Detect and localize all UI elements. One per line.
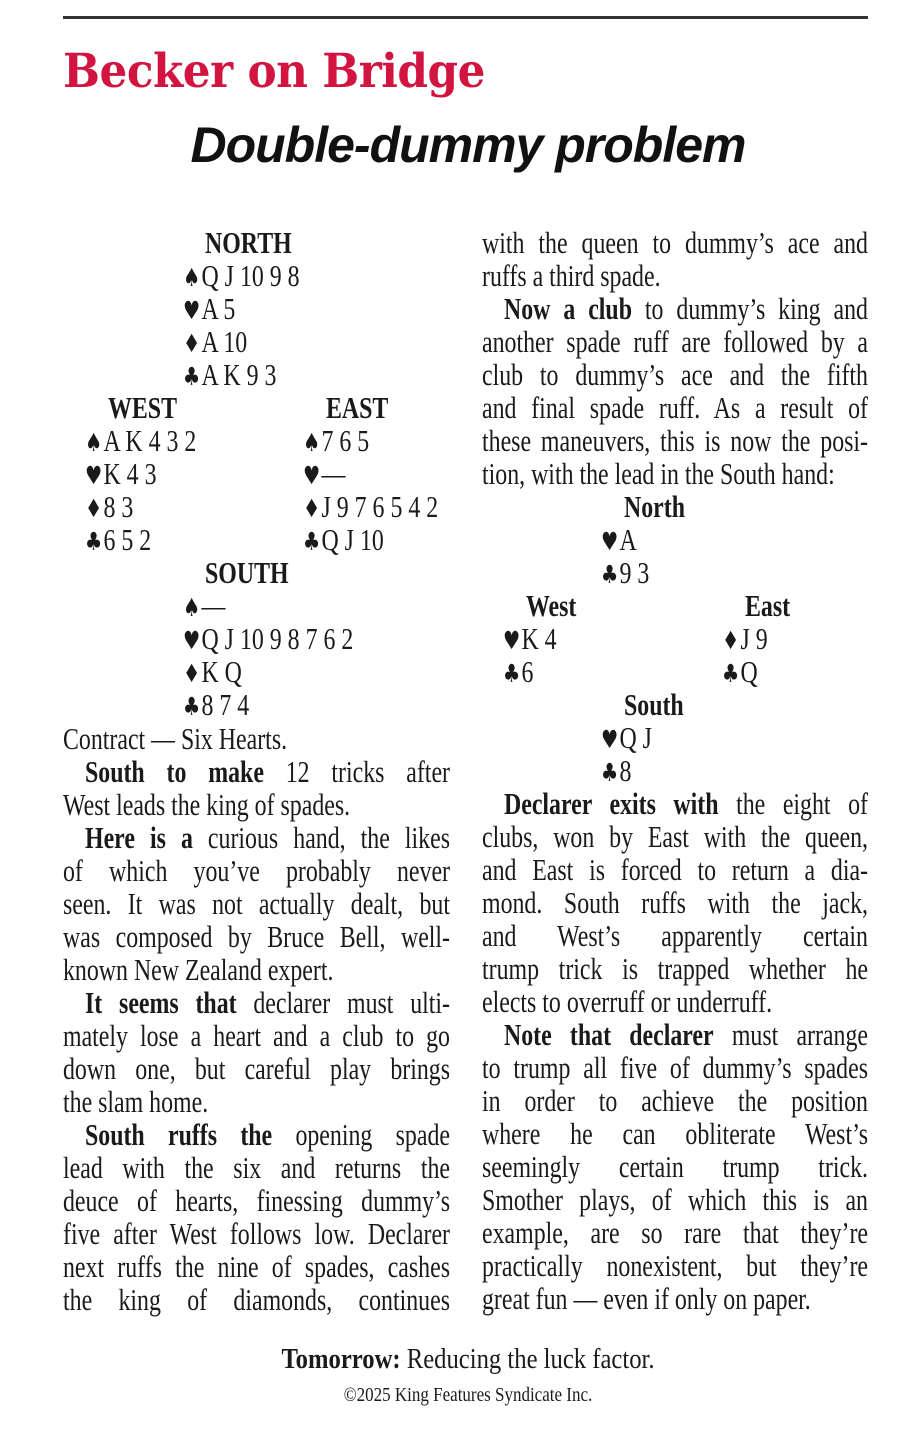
line-text: was composed by Bruce Bell, well- xyxy=(63,919,450,954)
south-hearts-cards: Q J 10 9 8 7 6 2 xyxy=(201,621,354,656)
body-line xyxy=(63,887,450,920)
body-line xyxy=(482,1051,868,1084)
south-hearts xyxy=(601,721,652,754)
line-text: must arrange xyxy=(713,1017,869,1052)
line-text: of which you’ve probably never xyxy=(63,853,450,888)
west-clubs-cards: 6 xyxy=(521,654,534,689)
line-text: great fun — even if only on paper. xyxy=(482,1281,811,1316)
spade-icon: ♠ xyxy=(183,263,201,292)
body-line xyxy=(63,1085,450,1118)
south-spades xyxy=(183,589,225,622)
north-diamonds-cards: A 10 xyxy=(201,324,248,359)
east-spades-cards: 7 6 5 xyxy=(321,423,370,458)
north-clubs xyxy=(601,556,649,589)
line-text: tion, with the lead in the South hand: xyxy=(482,456,835,491)
body-line xyxy=(504,1018,868,1051)
body-line xyxy=(482,424,868,457)
club-icon: ♣ xyxy=(85,527,103,556)
west-clubs-cards: 6 5 2 xyxy=(103,522,152,557)
west-hearts-cards: K 4 3 xyxy=(103,456,157,491)
south-diamonds xyxy=(183,655,242,688)
diamond-icon: ♦ xyxy=(183,659,201,688)
west-label: West xyxy=(526,588,577,623)
tomorrow-teaser xyxy=(70,1343,866,1376)
body-line xyxy=(63,1151,450,1184)
east-diamonds xyxy=(722,622,768,655)
north-diamonds xyxy=(183,325,247,358)
spade-icon: ♠ xyxy=(183,593,201,622)
diamond-icon: ♦ xyxy=(722,626,740,655)
line-text: to trump all five of dummy’s spades xyxy=(482,1050,868,1085)
body-line xyxy=(504,787,868,820)
club-icon: ♣ xyxy=(183,362,201,391)
line-text: seemingly certain trump trick. xyxy=(482,1149,868,1184)
west-hearts-cards: K 4 xyxy=(521,621,557,656)
line-text: with the queen to dummy’s ace and xyxy=(482,225,868,260)
line-text: deuce of hearts, finessing dummy’s xyxy=(63,1183,450,1218)
body-line xyxy=(482,1282,868,1315)
north-hearts-cards: A xyxy=(619,522,637,557)
east-label: East xyxy=(745,588,791,623)
diamond-icon: ♦ xyxy=(85,494,103,523)
top-rule xyxy=(63,16,868,19)
body-line xyxy=(85,755,450,788)
east-label: EAST xyxy=(326,390,389,425)
body-line xyxy=(63,1184,450,1217)
body-line xyxy=(482,1117,868,1150)
line-text: in order to achieve the position xyxy=(482,1083,868,1118)
north-spades-cards: Q J 10 9 8 xyxy=(201,258,300,293)
north-spades xyxy=(183,259,300,292)
club-icon: ♣ xyxy=(303,527,321,556)
line-text: opening spade xyxy=(272,1117,450,1152)
body-line xyxy=(482,1150,868,1183)
west-spades xyxy=(85,424,196,457)
body-line xyxy=(85,986,450,1019)
west-hearts xyxy=(503,622,557,655)
club-icon: ♣ xyxy=(601,758,619,787)
body-line xyxy=(63,788,450,821)
east-diamonds xyxy=(303,490,438,523)
heart-icon: ♥ xyxy=(183,626,201,655)
body-line xyxy=(482,886,868,919)
tomorrow-text: Reducing the luck factor. xyxy=(400,1343,655,1375)
body-line xyxy=(482,1216,868,1249)
body-line xyxy=(63,953,450,986)
heart-icon: ♥ xyxy=(183,296,201,325)
line-text: and final spade ruff. As a result of xyxy=(482,390,868,425)
column-masthead: Becker on Bridge xyxy=(63,44,485,99)
south-label: SOUTH xyxy=(205,555,289,590)
line-text: to dummy’s king and xyxy=(631,291,868,326)
south-diamonds-cards: K Q xyxy=(201,654,242,689)
line-text: the king of diamonds, continues xyxy=(63,1282,450,1317)
west-diamonds-cards: 8 3 xyxy=(103,489,134,524)
paragraph-lead: Here is a xyxy=(85,820,193,855)
spade-icon: ♠ xyxy=(303,428,321,457)
south-clubs-cards: 8 xyxy=(619,753,632,788)
south-clubs xyxy=(601,754,631,787)
line-text: and East is forced to return a dia- xyxy=(482,852,868,887)
body-line xyxy=(482,391,868,424)
line-text: mately lose a heart and a club to go xyxy=(63,1018,450,1053)
west-hearts xyxy=(85,457,157,490)
diamond-icon: ♦ xyxy=(303,494,321,523)
south-clubs xyxy=(183,688,249,721)
body-line xyxy=(482,952,868,985)
body-line xyxy=(482,1183,868,1216)
body-line xyxy=(482,226,868,259)
article-title: Double-dummy problem xyxy=(190,117,746,173)
line-text: mond. South ruffs with the jack, xyxy=(482,885,868,920)
north-hearts xyxy=(183,292,235,325)
east-diamonds-cards: J 9 7 6 5 4 2 xyxy=(321,489,439,524)
club-icon: ♣ xyxy=(503,659,521,688)
line-text: practically nonexistent, but they’re xyxy=(482,1248,868,1283)
line-text: Smother plays, of which this is an xyxy=(482,1182,868,1217)
south-hearts-cards: Q J xyxy=(619,720,652,755)
paragraph-lead: South to make xyxy=(85,754,264,789)
line-text: trump trick is trapped whether he xyxy=(482,951,868,986)
body-line xyxy=(482,853,868,886)
heart-icon: ♥ xyxy=(601,725,619,754)
diamond-icon: ♦ xyxy=(183,329,201,358)
line-text: these maneuvers, this is now the posi- xyxy=(482,423,868,458)
line-text: known New Zealand expert. xyxy=(63,952,334,987)
line-text: another spade ruff are followed by a xyxy=(482,324,868,359)
body-line xyxy=(63,1052,450,1085)
east-clubs-cards: Q J 10 xyxy=(321,522,384,557)
body-line xyxy=(482,325,868,358)
line-text: and West’s apparently certain xyxy=(482,918,868,953)
heart-icon: ♥ xyxy=(601,527,619,556)
east-diamonds-cards: J 9 xyxy=(740,621,768,656)
line-text: West leads the king of spades. xyxy=(63,787,351,822)
line-text: the eight of xyxy=(718,786,869,821)
north-hearts xyxy=(601,523,637,556)
body-line xyxy=(63,1250,450,1283)
line-text: five after West follows low. Declarer xyxy=(63,1216,450,1251)
line-text: ruffs a third spade. xyxy=(482,258,661,293)
body-line xyxy=(63,722,450,755)
line-text: where he can obliterate West’s xyxy=(482,1116,868,1151)
paragraph-lead: Declarer exits with xyxy=(504,786,719,821)
line-text: the slam home. xyxy=(63,1084,209,1119)
west-clubs xyxy=(503,655,533,688)
west-diamonds xyxy=(85,490,133,523)
body-line xyxy=(482,358,868,391)
body-line xyxy=(85,821,450,854)
line-text: next ruffs the nine of spades, cashes xyxy=(63,1249,450,1284)
body-line xyxy=(504,292,868,325)
body-line xyxy=(63,1019,450,1052)
heart-icon: ♥ xyxy=(503,626,521,655)
tomorrow-label: Tomorrow: xyxy=(281,1343,401,1375)
paragraph-lead: Now a club xyxy=(504,291,632,326)
line-text: 12 tricks after xyxy=(263,754,450,789)
north-clubs-cards: 9 3 xyxy=(619,555,650,590)
line-text: seen. It was not actually dealt, but xyxy=(63,886,450,921)
west-spades-cards: A K 4 3 2 xyxy=(103,423,197,458)
east-clubs xyxy=(303,523,384,556)
north-hearts-cards: A 5 xyxy=(201,291,236,326)
body-line xyxy=(482,1084,868,1117)
body-line xyxy=(482,1249,868,1282)
spade-icon: ♠ xyxy=(85,428,103,457)
west-clubs xyxy=(85,523,151,556)
north-label: NORTH xyxy=(205,225,292,260)
south-hearts xyxy=(183,622,353,655)
body-line xyxy=(482,457,868,490)
line-text: curious hand, the likes xyxy=(192,820,450,855)
line-text: club to dummy’s ace and the fifth xyxy=(482,357,868,392)
line-text: elects to overruff or underruff. xyxy=(482,984,773,1019)
east-hearts-cards: — xyxy=(321,456,346,491)
south-clubs-cards: 8 7 4 xyxy=(201,687,250,722)
south-spades-cards: — xyxy=(201,588,226,623)
line-text: lead with the six and returns the xyxy=(63,1150,450,1185)
line-text: down one, but careful play brings xyxy=(63,1051,450,1086)
club-icon: ♣ xyxy=(722,659,740,688)
body-line xyxy=(482,919,868,952)
line-text: Contract — Six Hearts. xyxy=(63,721,288,756)
east-clubs-cards: Q xyxy=(740,654,758,689)
heart-icon: ♥ xyxy=(303,461,321,490)
club-icon: ♣ xyxy=(601,560,619,589)
line-text: clubs, won by East with the queen, xyxy=(482,819,868,854)
body-line xyxy=(63,854,450,887)
body-line xyxy=(63,920,450,953)
paragraph-lead: Note that declarer xyxy=(504,1017,714,1052)
line-text: declarer must ulti- xyxy=(236,985,451,1020)
south-label: South xyxy=(624,687,684,722)
west-label: WEST xyxy=(108,390,177,425)
body-line xyxy=(482,259,868,292)
heart-icon: ♥ xyxy=(85,461,103,490)
north-label: North xyxy=(624,489,685,524)
body-line xyxy=(85,1118,450,1151)
club-icon: ♣ xyxy=(183,692,201,721)
copyright: ©2025 King Features Syndicate Inc. xyxy=(343,1384,593,1406)
east-spades xyxy=(303,424,369,457)
north-clubs xyxy=(183,358,276,391)
body-line xyxy=(63,1283,450,1316)
north-clubs-cards: A K 9 3 xyxy=(201,357,277,392)
body-line xyxy=(482,820,868,853)
paragraph-lead: South ruffs the xyxy=(85,1117,273,1152)
body-line xyxy=(63,1217,450,1250)
body-line xyxy=(482,985,868,1018)
paragraph-lead: It seems that xyxy=(85,985,237,1020)
east-clubs xyxy=(722,655,758,688)
east-hearts xyxy=(303,457,345,490)
line-text: example, are so rare that they’re xyxy=(482,1215,868,1250)
